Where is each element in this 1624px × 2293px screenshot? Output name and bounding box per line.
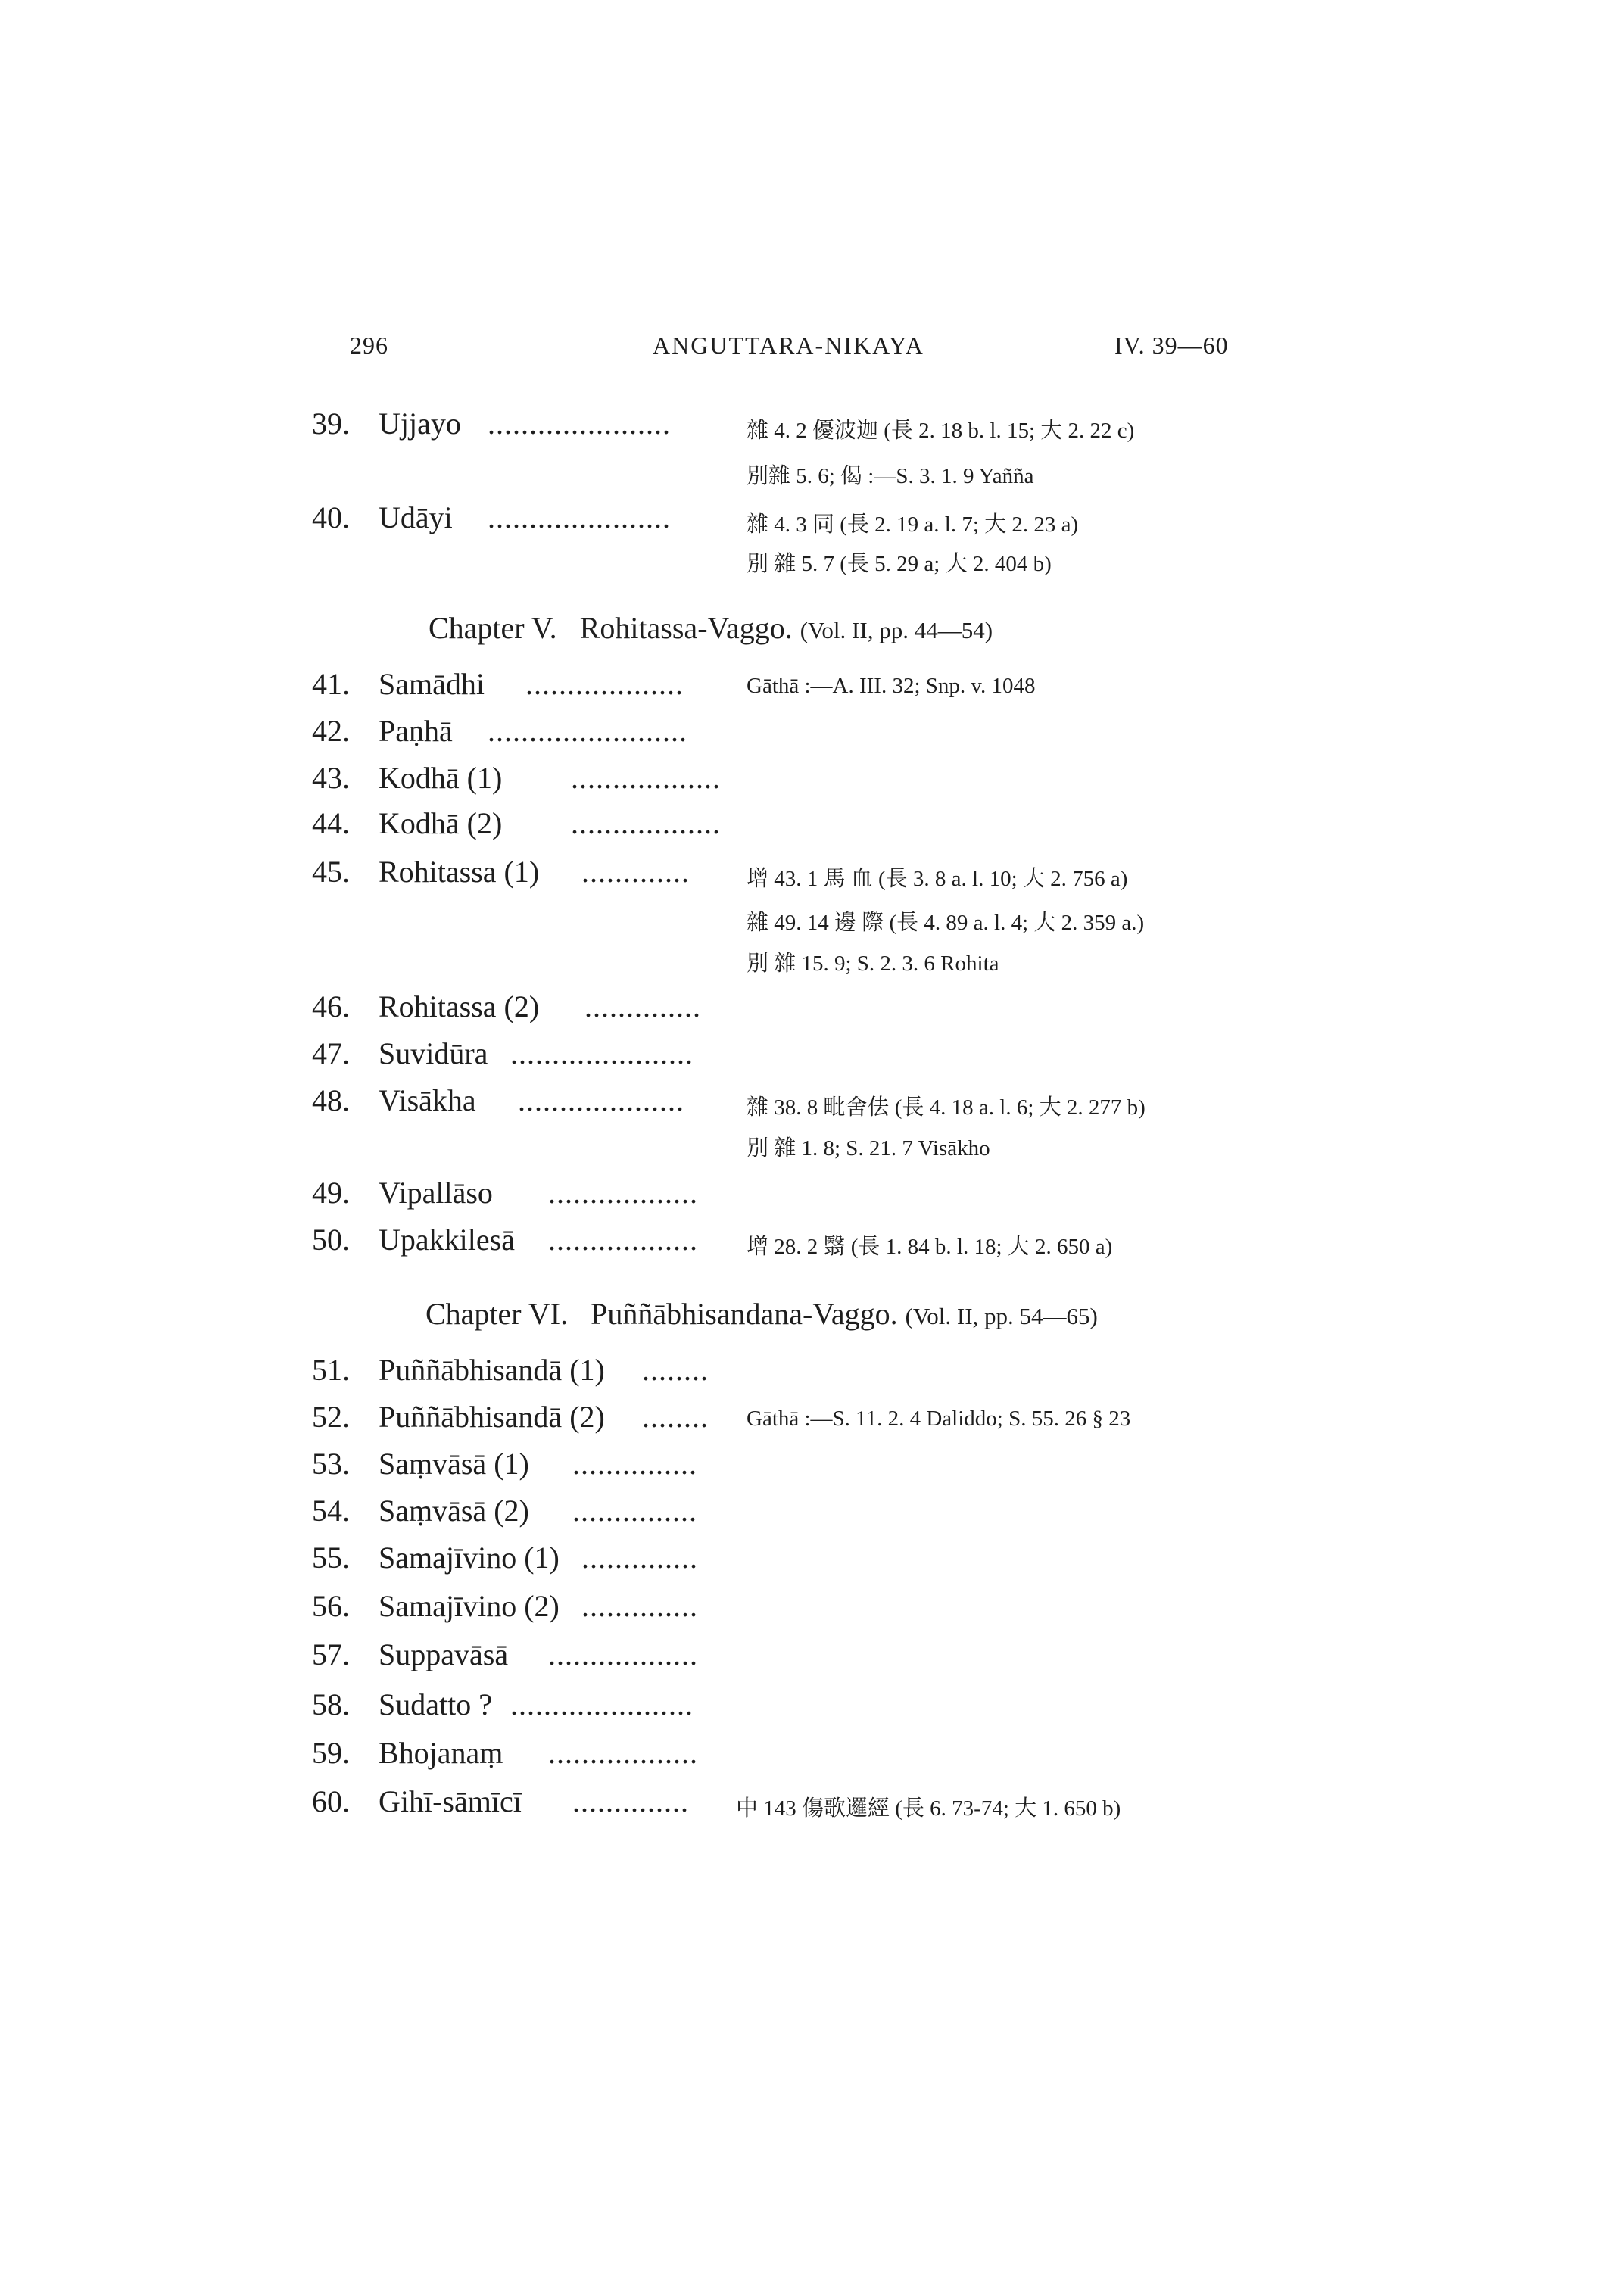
entry-number: 43. <box>312 761 350 795</box>
entry-number: 50. <box>312 1223 350 1257</box>
entry-name: Suvidūra <box>379 1036 488 1070</box>
entry-number: 54. <box>312 1494 350 1528</box>
entry-name: Puññābhisandā (1) <box>379 1353 605 1387</box>
entry-name: Rohitassa (2) <box>379 989 540 1023</box>
entry-number: 53. <box>312 1447 350 1481</box>
entry-name: Gihī-sāmīcī <box>379 1784 522 1818</box>
entry-name: Samādhi <box>379 667 485 701</box>
leader-dots: ........................ <box>488 714 687 748</box>
parallel-reference: 增 43. 1 馬 血 (長 3. 8 a. l. 10; 大 2. 756 a) <box>747 867 1128 891</box>
entry-number: 59. <box>312 1736 350 1770</box>
parallel-reference: 雜 4. 2 優波迦 (長 2. 18 b. l. 15; 大 2. 22 c) <box>747 419 1135 443</box>
leader-dots: .............. <box>581 1541 698 1575</box>
entry-name: Saṃvāsā (2) <box>379 1494 529 1528</box>
entry-name: Kodhā (2) <box>379 806 503 840</box>
chapter-volume-ref: (Vol. II, pp. 44—54) <box>800 617 993 643</box>
chapter-heading-v <box>429 610 993 646</box>
chapter-label: Chapter VI. <box>425 1297 569 1331</box>
entry-name: Sudatto ? <box>379 1687 492 1721</box>
parallel-reference: Gāthā :—S. 11. 2. 4 Daliddo; S. 55. 26 § 23 <box>747 1407 1131 1431</box>
leader-dots: ............... <box>572 1447 697 1481</box>
entry-number: 46. <box>312 989 350 1023</box>
entry-number: 55. <box>312 1541 350 1575</box>
entry-name: Rohitassa (1) <box>379 855 540 889</box>
leader-dots: ...................... <box>510 1687 694 1721</box>
parallel-reference: 雜 4. 3 同 (長 2. 19 a. l. 7; 大 2. 23 a) <box>747 512 1079 537</box>
entry-number: 57. <box>312 1637 350 1671</box>
entry-number: 47. <box>312 1036 350 1070</box>
entry-number: 60. <box>312 1784 350 1818</box>
section-range: IV. 39—60 <box>1114 332 1229 359</box>
running-title: ANGUTTARA-NIKAYA <box>653 332 924 359</box>
leader-dots: .................. <box>571 761 721 795</box>
leader-dots: ........ <box>642 1400 709 1434</box>
entry-name: Udāyi <box>379 500 453 534</box>
parallel-reference: 雜 38. 8 毗舍佉 (長 4. 18 a. l. 6; 大 2. 277 b) <box>747 1095 1146 1120</box>
leader-dots: .................. <box>571 806 721 840</box>
entry-name: Vipallāso <box>379 1176 493 1210</box>
leader-dots: ........ <box>642 1353 709 1387</box>
entry-number: 41. <box>312 667 350 701</box>
chapter-heading-vi <box>425 1296 1098 1332</box>
entry-name: Saṃvāsā (1) <box>379 1447 529 1481</box>
entry-name: Puññābhisandā (2) <box>379 1400 605 1434</box>
entry-number: 52. <box>312 1400 350 1434</box>
entry-name: Bhojanaṃ <box>379 1736 503 1770</box>
entry-number: 51. <box>312 1353 350 1387</box>
leader-dots: .............. <box>572 1784 689 1818</box>
leader-dots: .................. <box>548 1176 698 1210</box>
leader-dots: .................. <box>548 1637 698 1671</box>
leader-dots: ............... <box>572 1494 697 1528</box>
leader-dots: .................. <box>548 1223 698 1257</box>
entry-number: 48. <box>312 1083 350 1117</box>
entry-name: Paṇhā <box>379 714 453 748</box>
entry-name: Upakkilesā <box>379 1223 515 1257</box>
leader-dots: .................. <box>548 1736 698 1770</box>
entry-name: Samajīvino (1) <box>379 1541 560 1575</box>
leader-dots: ................... <box>525 667 684 701</box>
page-number: 296 <box>350 332 388 359</box>
parallel-reference: Gāthā :—A. III. 32; Snp. v. 1048 <box>747 674 1036 698</box>
parallel-subreference: 別 雜 5. 7 (長 5. 29 a; 大 2. 404 b) <box>747 552 1052 576</box>
chapter-title: Puññābhisandana-Vaggo. <box>591 1297 898 1331</box>
entry-number: 45. <box>312 855 350 889</box>
chapter-title: Rohitassa-Vaggo. <box>579 611 793 645</box>
leader-dots: ............. <box>581 855 690 889</box>
entry-number: 44. <box>312 806 350 840</box>
parallel-reference: 中 143 傷歌邏經 (長 6. 73-74; 大 1. 650 b) <box>736 1796 1121 1821</box>
leader-dots: ...................... <box>488 500 671 534</box>
entry-number: 42. <box>312 714 350 748</box>
leader-dots: ...................... <box>488 407 671 441</box>
entry-number: 40. <box>312 500 350 534</box>
entry-number: 49. <box>312 1176 350 1210</box>
leader-dots: .............. <box>584 989 701 1023</box>
parallel-subreference: 別 雜 1. 8; S. 21. 7 Visākho <box>747 1136 990 1161</box>
parallel-subreference: 雜 49. 14 邊 際 (長 4. 89 a. l. 4; 大 2. 359 a.) <box>747 911 1145 935</box>
entry-name: Kodhā (1) <box>379 761 503 795</box>
entry-number: 39. <box>312 407 350 441</box>
parallel-subreference: 別 雜 15. 9; S. 2. 3. 6 Rohita <box>747 952 999 976</box>
entry-name: Ujjayo <box>379 407 461 441</box>
entry-number: 56. <box>312 1589 350 1623</box>
parallel-subreference: 別雜 5. 6; 偈 :—S. 3. 1. 9 Yañña <box>747 464 1034 488</box>
chapter-volume-ref: (Vol. II, pp. 54—65) <box>905 1303 1098 1329</box>
entry-name: Visākha <box>379 1083 476 1117</box>
leader-dots: .................... <box>518 1083 684 1117</box>
entry-name: Suppavāsā <box>379 1637 509 1671</box>
leader-dots: ...................... <box>510 1036 694 1070</box>
parallel-reference: 增 28. 2 翳 (長 1. 84 b. l. 18; 大 2. 650 a) <box>747 1235 1113 1259</box>
entry-number: 58. <box>312 1687 350 1721</box>
chapter-label: Chapter V. <box>429 611 557 645</box>
entry-name: Samajīvino (2) <box>379 1589 560 1623</box>
leader-dots: .............. <box>581 1589 698 1623</box>
